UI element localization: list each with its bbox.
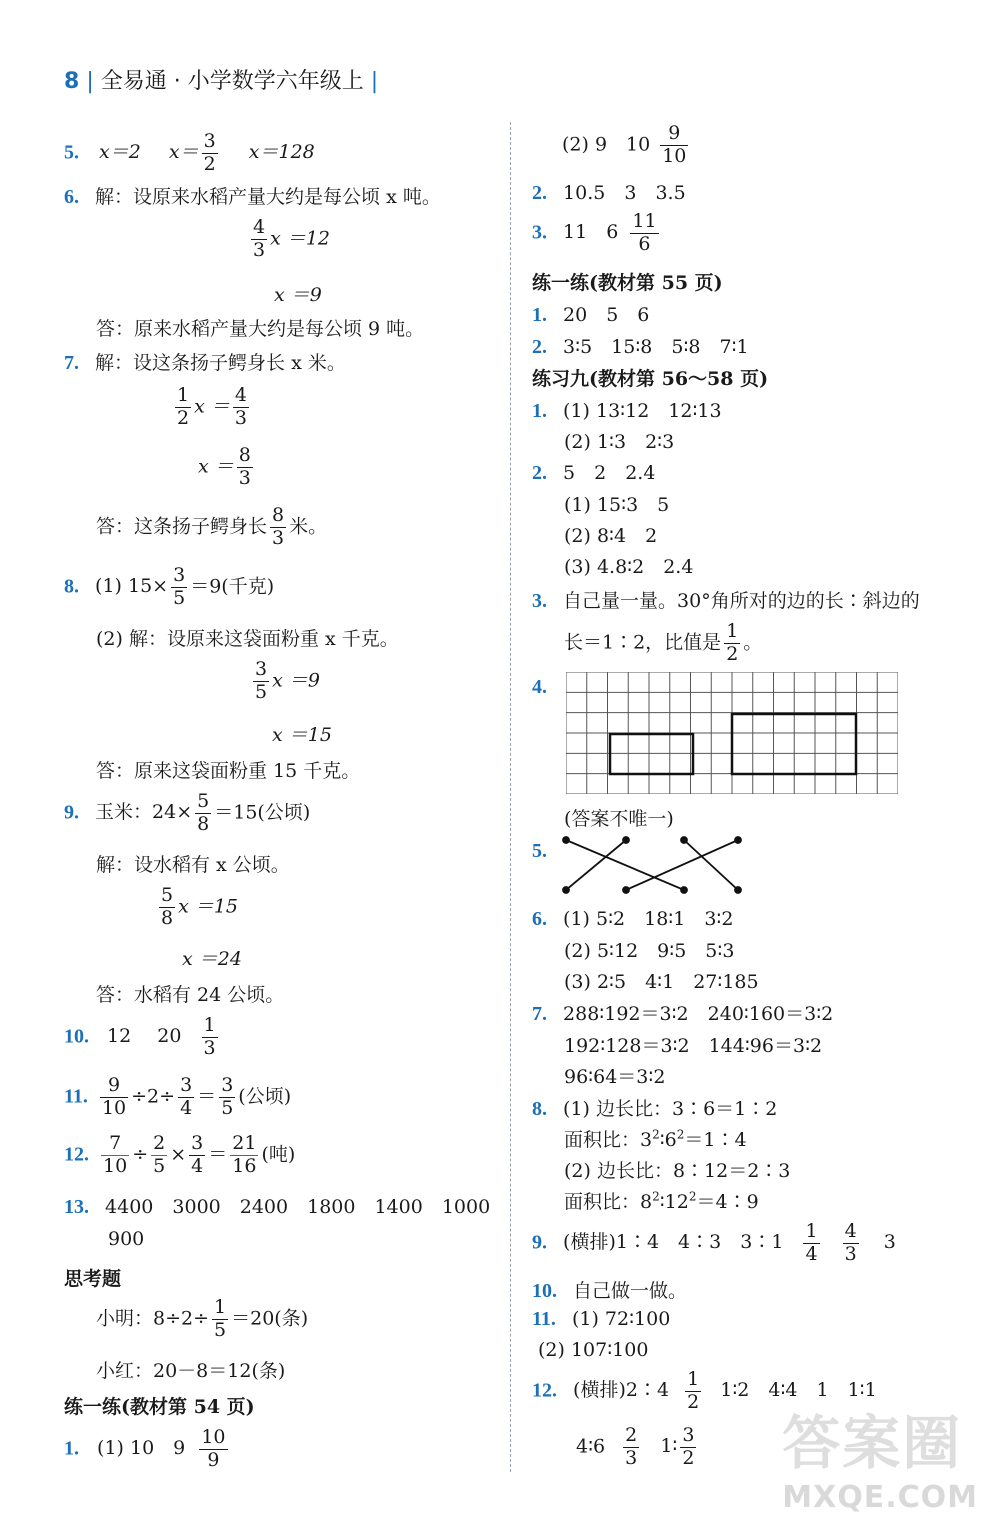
answer-12: 12. $\frac{7}{10}$ ÷ $\frac{2}{5}$ × $\frac{3}{4}$ ＝ $\frac{21}{16}$ (吨) (64, 1132, 296, 1177)
ex9-answer-7-line3: 96∶64＝3∶2 (564, 1066, 666, 1088)
ex9-answer-9: 9. (横排)1∶4 4∶3 3∶1 $\frac{1}{4}$ $\frac{4}{3}$ 3 (532, 1220, 896, 1265)
question-number: 8. (532, 1098, 547, 1120)
question-number: 10. (532, 1280, 557, 1302)
ex9-answer-6-line2: (2) 5∶12 9∶5 5∶3 (564, 940, 735, 962)
ex9-answer-8-line3: (2) 边长比：8∶12＝2∶3 (564, 1160, 791, 1182)
question-number: 10. (64, 1025, 89, 1048)
solution-intro: 解：设水稻有 x 公顷。 (96, 854, 290, 876)
answer-text: x＝128 (248, 141, 315, 164)
question-number: 7. (532, 1003, 547, 1025)
question-number: 1. (532, 400, 547, 422)
question-number: 2. (532, 462, 547, 484)
question-number: 6. (64, 186, 79, 208)
answer-9: 9. 玉米：24× $\frac{5}{8}$ ＝15(公顷) (64, 790, 311, 835)
answer-13-continued: 900 (108, 1228, 145, 1250)
thinking-line-1: 小明：8÷2÷ $\frac{1}{5}$ ＝20(条) (96, 1296, 309, 1341)
question-number: 12. (64, 1143, 89, 1166)
ex9-answer-2-line2: (1) 15∶3 5 (564, 494, 670, 516)
ex9-answer-11-line2: (2) 107∶100 (538, 1339, 649, 1361)
answer-7 (64, 348, 346, 375)
ex9-answer-8: 8. (1) 边长比：3∶6＝1∶2 (532, 1098, 778, 1120)
ex9-answer-8-line2: 面积比：$3^2∶6^2=1∶4$ (564, 1127, 747, 1151)
answer-13: 13. 4400 3000 2400 1800 1400 1000 (64, 1196, 491, 1218)
equation: $\frac{1}{2}$ x ＝ $\frac{4}{3}$ (177, 384, 247, 429)
ex9-answer-6-line3: (3) 2∶5 4∶1 27∶185 (564, 971, 759, 993)
ex9-answer-3: 3. 自己量一量。30°角所对的边的长∶斜边的 (532, 590, 920, 612)
equation: $\frac{3}{5}$ x ＝9 (255, 658, 320, 703)
question-number: 8. (64, 575, 79, 598)
page-header (64, 64, 378, 95)
p55-answer-2: 2. 3∶5 15∶8 5∶8 7∶1 (532, 336, 749, 358)
watermark-logo: 答案圈 (782, 1409, 963, 1477)
section-title-exercise-9: 练习九(教材第 56～58 页) (532, 368, 769, 390)
question-number: 3. (532, 590, 547, 612)
p54-answer-1: 1. (1) 10 9 $\frac{10}{9}$ (64, 1426, 226, 1471)
answer-sentence: 答：这条扬子鳄身长 $\frac{8}{3}$ 米。 (96, 504, 328, 549)
ex9-answer-4 (532, 676, 547, 699)
ex9-answer-2-line3: (2) 8∶4 2 (564, 525, 658, 547)
answer-text: x＝2 (99, 141, 141, 164)
p55-answer-1: 1. 20 5 6 (532, 304, 650, 326)
ex9-answer-5 (532, 840, 547, 863)
section-title-p54: 练一练(教材第 54 页) (64, 1396, 255, 1418)
matching-lines-diagram (556, 832, 746, 898)
question-number: 12. (532, 1379, 557, 1402)
answer-10: 10. 12 20 $\frac{1}{3}$ (64, 1014, 216, 1059)
ex9-answer-12: 12. (横排)2∶4 $\frac{1}{2}$ 1∶2 4∶4 1 1∶1 (532, 1368, 877, 1413)
equation: $\frac{4}{3}$ x ＝12 (253, 216, 331, 261)
question-number: 13. (64, 1196, 89, 1218)
equation: x ＝9 (274, 284, 322, 306)
p54-answer-1-part2: (2) 9 10 $\frac{9}{10}$ (562, 122, 687, 167)
ex9-answer-11: 11. (1) 72∶100 (532, 1308, 671, 1330)
ex9-answer-7: 7. 288∶192＝3∶2 240∶160＝3∶2 (532, 1003, 834, 1025)
question-number: 7. (64, 352, 79, 374)
section-title-thinking: 思考题 (64, 1268, 122, 1290)
section-title-p55: 练一练(教材第 55 页) (532, 272, 723, 294)
ex9-answer-10: 10. 自己做一做。 (532, 1280, 688, 1302)
thinking-line-2: 小红：20－8＝12(条) (96, 1360, 286, 1382)
question-number: 5. (64, 141, 79, 164)
question-number: 11. (64, 1085, 88, 1108)
question-number: 4. (532, 676, 547, 698)
question-number: 9. (532, 1231, 547, 1254)
question-number: 1. (532, 304, 547, 326)
solution-intro: (2) 解：设原来这袋面粉重 x 千克。 (96, 628, 399, 650)
question-number: 2. (532, 182, 547, 204)
solution-intro: 解：设原来水稻产量大约是每公顷 x 吨。 (95, 186, 441, 208)
watermark-url: MXQE.COM (782, 1480, 978, 1515)
ex9-answer-12-line2: 4∶6 $\frac{2}{3}$ 1∶ $\frac{3}{2}$ (576, 1424, 695, 1469)
question-number: 9. (64, 801, 79, 824)
header-separator: | (86, 69, 101, 94)
book-title: 全易通 · 小学数学六年级上 (100, 69, 364, 94)
answer-sentence: 答：原来这袋面粉重 15 千克。 (96, 760, 361, 782)
ex9-answer-7-line2: 192∶128＝3∶2 144∶96＝3∶2 (564, 1035, 823, 1057)
ex9-answer-4-note: (答案不唯一) (564, 808, 674, 830)
question-number: 5. (532, 840, 547, 862)
small-rectangle (610, 734, 693, 774)
question-number: 1. (64, 1437, 79, 1460)
equation: x ＝ $\frac{8}{3}$ (198, 444, 251, 489)
question-number: 6. (532, 908, 547, 930)
ex9-answer-2-line4: (3) 4.8∶2 2.4 (564, 556, 694, 578)
question-number: 3. (532, 221, 547, 244)
grid-diagram (566, 672, 898, 794)
fraction: $\frac{3}{2}$ (203, 130, 216, 175)
solution-intro: 解：设这条扬子鳄身长 x 米。 (95, 352, 346, 374)
equation: x ＝15 (272, 724, 332, 746)
page-number: 8 (64, 69, 80, 94)
ex9-answer-8-line4: 面积比：$8^2∶12^2=4∶9$ (564, 1189, 759, 1213)
answer-11: 11. $\frac{9}{10}$ ÷2÷ $\frac{3}{4}$ ＝ $\frac{3}{5}$ (公顷) (64, 1074, 292, 1119)
p54-answer-3: 3. 11 6 $\frac{11}{6}$ (532, 210, 657, 255)
answer-sentence: 答：原来水稻产量大约是每公顷 9 吨。 (96, 318, 425, 340)
ex9-answer-6: 6. (1) 5∶2 18∶1 3∶2 (532, 908, 734, 930)
ex9-answer-1: 1. (1) 13∶12 12∶13 (532, 400, 722, 422)
column-divider (510, 122, 511, 1472)
answer-text: x＝ (168, 141, 199, 164)
ex9-answer-2: 2. 5 2 2.4 (532, 462, 656, 484)
answer-5 (64, 132, 315, 175)
p54-answer-2: 2. 10.5 3 3.5 (532, 182, 686, 204)
question-number: 2. (532, 336, 547, 358)
equation: $\frac{5}{8}$ x ＝15 (161, 884, 239, 929)
question-number: 11. (532, 1308, 556, 1330)
answer-6 (64, 182, 441, 209)
ex9-answer-1-line2: (2) 1∶3 2∶3 (564, 431, 675, 453)
watermark (782, 1396, 978, 1515)
header-separator-end: | (370, 69, 379, 94)
ex9-answer-3-line2: 长＝1∶2，比值是 $\frac{1}{2}$ 。 (564, 620, 763, 665)
answer-8: 8. (1) 15× $\frac{3}{5}$ ＝9(千克) (64, 564, 275, 609)
answer-sentence: 答：水稻有 24 公顷。 (96, 984, 285, 1006)
equation: x ＝24 (182, 948, 242, 970)
